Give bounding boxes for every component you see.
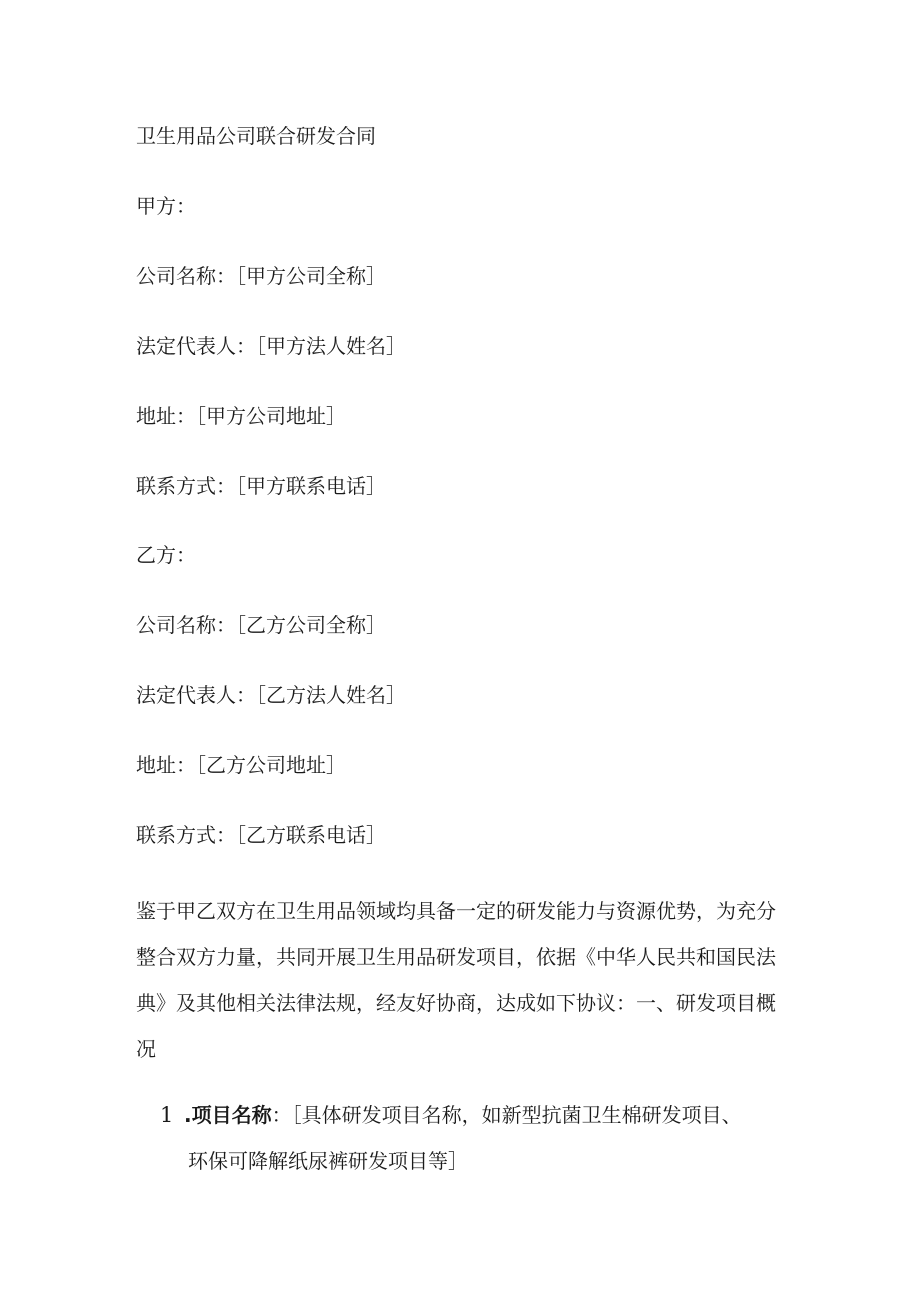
- item-text-line1: ：［具体研发项目名称，如新型抗菌卫生棉研发项目、: [271, 1103, 742, 1127]
- preamble-paragraph: [136, 888, 786, 1072]
- party-a-heading: 甲方：: [136, 194, 196, 218]
- preamble-line: 鉴于甲乙双方在卫生用品领域均具备一定的研发能力与资源优势，为充分: [136, 899, 776, 923]
- item-label: .项目名称: [184, 1103, 272, 1127]
- party-a-address: 地址：［甲方公司地址］: [136, 404, 346, 428]
- party-b-contact: 联系方式：［乙方联系电话］: [136, 823, 386, 847]
- party-b-heading: 乙方：: [136, 543, 196, 567]
- party-a-legal-rep: 法定代表人：［甲方法人姓名］: [136, 334, 406, 358]
- party-b-legal-rep: 法定代表人：［乙方法人姓名］: [136, 683, 406, 707]
- party-b-company: 公司名称：［乙方公司全称］: [136, 613, 386, 637]
- party-a-contact: 联系方式：［甲方联系电话］: [136, 474, 386, 498]
- preamble-line: 典》及其他相关法律法规，经友好协商，达成如下协议：一、研发项目概: [136, 991, 776, 1015]
- preamble-line: 况: [136, 1037, 156, 1061]
- preamble-line: 整合双方力量，共同开展卫生用品研发项目，依据《中华人民共和国民法: [136, 945, 776, 969]
- contract-title: 卫生用品公司联合研发合同: [136, 124, 376, 148]
- item-text-line2: 环保可降解纸尿裤研发项目等］: [188, 1149, 468, 1173]
- list-item-project-name: [160, 1092, 780, 1184]
- party-a-company: 公司名称：［甲方公司全称］: [136, 264, 386, 288]
- party-b-address: 地址：［乙方公司地址］: [136, 753, 346, 777]
- item-number: 1: [160, 1103, 174, 1127]
